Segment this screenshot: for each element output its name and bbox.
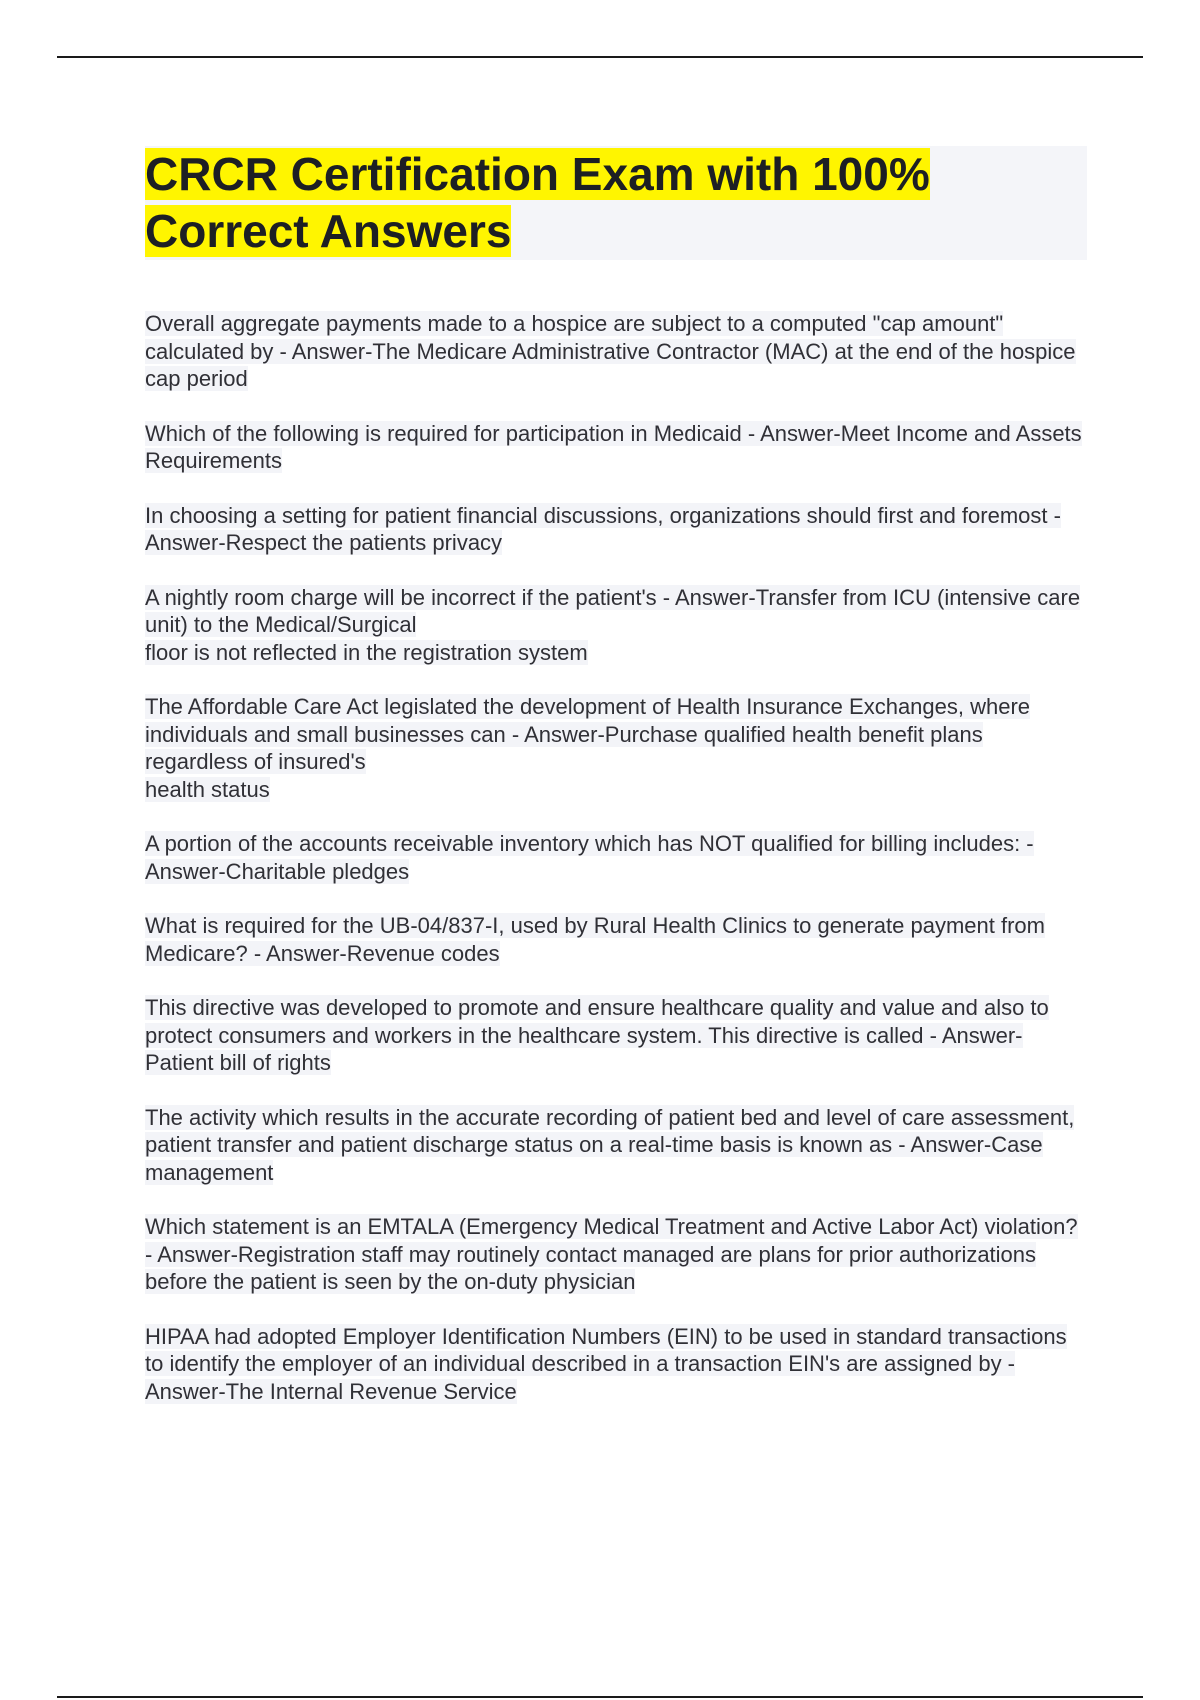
qa-item: In choosing a setting for patient financial discussions, organizations should first and foremost - Answer-Respect the patients privacy (145, 502, 1061, 555)
title-highlight: CRCR Certification Exam with 100% Correct Answers (145, 148, 930, 257)
qa-item: The Affordable Care Act legislated the development of Health Insurance Exchanges, where individuals and small businesses can - Answer-Purchase qualified health benefit plans regardless of insured's health status (145, 694, 1031, 802)
qa-item: The activity which results in the accurate recording of patient bed and level of care assessment, patient transfer and patient discharge status on a real-time basis is known as - Answer-Case management (145, 1104, 1075, 1185)
qa-item: Which statement is an EMTALA (Emergency Medical Treatment and Active Labor Act) violation? - Answer-Registration staff may routinely contact managed are plans for prior authorizations before the patient is seen by the on-duty physician (145, 1214, 1078, 1294)
title-block (145, 146, 1087, 260)
qa-item: Overall aggregate payments made to a hospice are subject to a computed "cap amount" calculated by - Answer-The Medicare Administrative Contractor (MAC) at the end of the hospice cap period (145, 311, 1076, 391)
top-rule (57, 56, 1143, 58)
bottom-rule (57, 1696, 1143, 1698)
document-body (145, 146, 1087, 1432)
qa-item: HIPAA had adopted Employer Identification Numbers (EIN) to be used in standard transactions to identify the employer of an individual described in a transaction EIN's are assigned by - Answer-The Internal Revenue Service (145, 1323, 1067, 1404)
qa-item: A portion of the accounts receivable inventory which has NOT qualified for billing includes: - Answer-Charitable pledges (145, 831, 1034, 884)
qa-list (145, 310, 1087, 1405)
qa-item: This directive was developed to promote and ensure healthcare quality and value and also to protect consumers and workers in the healthcare system. This directive is called - Answer-Patient bill of rights (145, 995, 1049, 1075)
qa-item: Which of the following is required for participation in Medicaid - Answer-Meet Income and Assets Requirements (145, 420, 1082, 473)
qa-item: A nightly room charge will be incorrect if the patient's - Answer-Transfer from ICU (intensive care unit) to the Medical/Surgical floor is not reflected in the registration system (145, 584, 1081, 665)
document-title (145, 146, 1087, 260)
qa-item: What is required for the UB-04/837-I, used by Rural Health Clinics to generate payment from Medicare? - Answer-Revenue codes (145, 913, 1045, 966)
